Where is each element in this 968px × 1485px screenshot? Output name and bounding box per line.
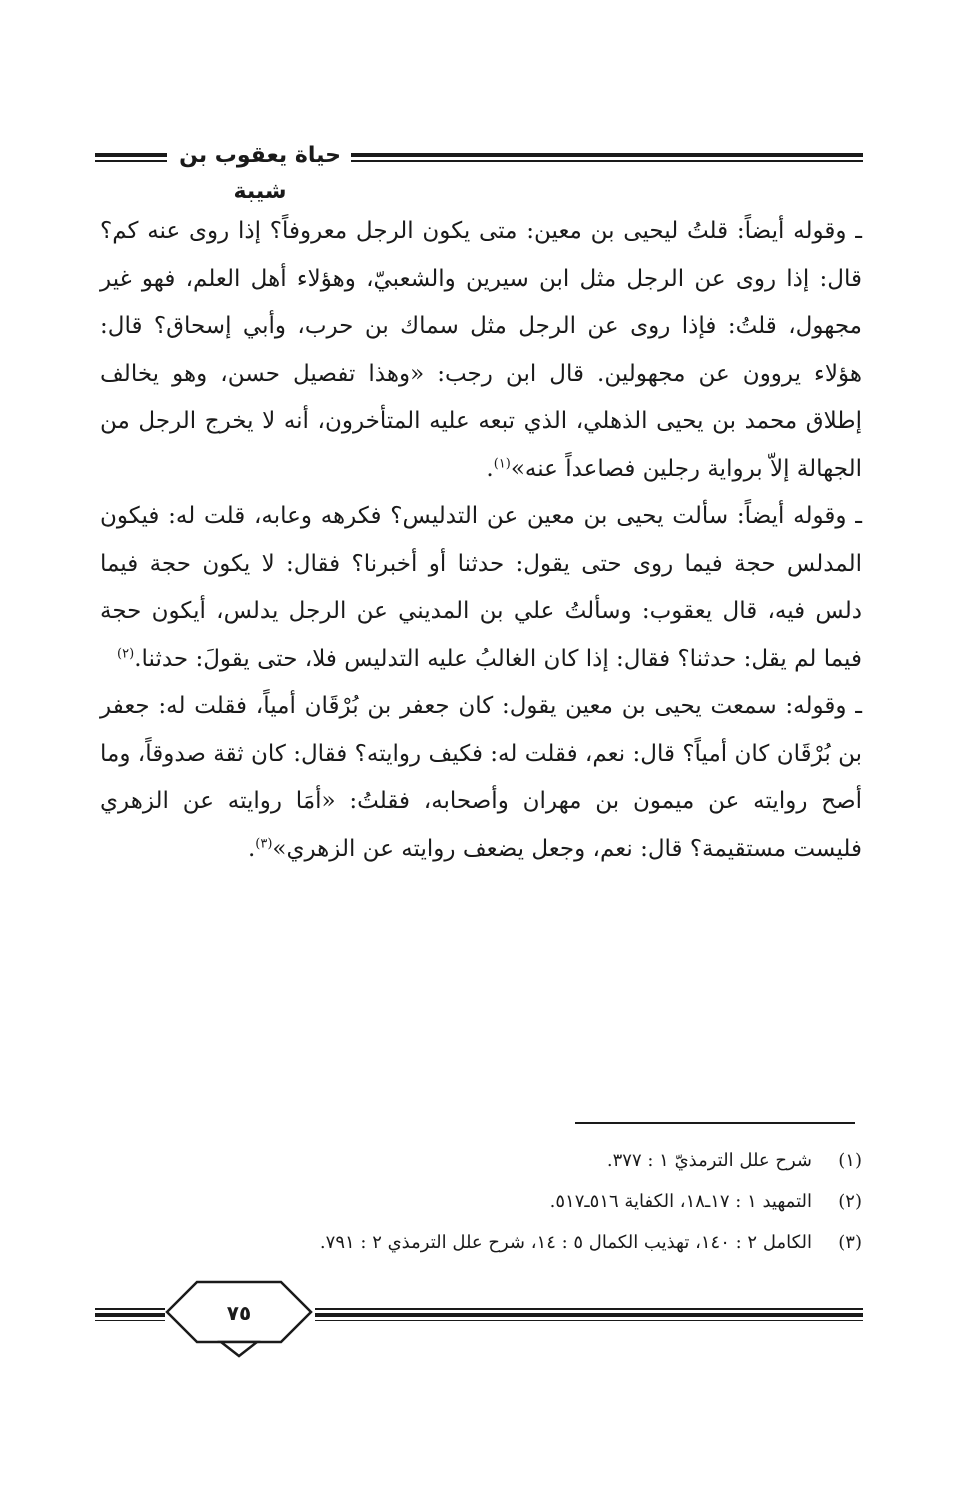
paragraph-2 <box>100 493 862 683</box>
running-header <box>95 138 863 204</box>
paragraph-3-end: . <box>247 835 256 862</box>
header-rule-right <box>351 153 863 162</box>
paragraph-3-text: ـ وقوله: سمعت يحيى بن معين يقول: كان جعفر بن بُرْقَان أمياً، فقلت له: جعفر بن بُرْقَان كان أمياً؟ قال: نعم، فقلت له: فكيف روايته؟ فقال: كان ثقة صدوقاً، وما أصح روايته عن ميمون بن مهران وأصحابه، فقلتُ: «أمَا روايته عن الزهري فليست مستقيمة؟ قال: نعم، وجعل يضعف روايته عن الزهري» <box>100 693 862 862</box>
paragraph-1-text: ـ وقوله أيضاً: قلتُ ليحيى بن معين: متى يكون الرجل معروفاً؟ إذا روى عنه كم؟ قال: إذا روى عن الرجل مثل ابن سيرين والشعبيّ، وهؤلاء أهل العلم، فهو غير مجهول، قلتُ: فإذا روى عن الرجل مثل سماك بن حرب، وأبي إسحاق؟ قال: هؤلاء يروون عن مجهولين. قال ابن رجب: «وهذا تفصيل حسن، وهو يخالف إطلاق محمد بن يحيى الذهلي، الذي تبعه عليه المتأخرون، أنه لا يخرج الرجل من الجهالة إلاّ برواية رجلين فصاعداً عنه» <box>100 218 862 482</box>
footnote-ref-1: (١) <box>493 455 511 471</box>
footnote-text: شرح علل الترمذيّ ١ : ٣٧٧. <box>606 1150 812 1171</box>
page-footer <box>95 1278 863 1358</box>
footnote-ref-2: (٢) <box>117 645 135 661</box>
header-rule-left <box>95 153 167 162</box>
paragraph-3 <box>100 683 862 873</box>
paragraph-1-end: . <box>486 455 494 482</box>
footnote-number: (٢) <box>838 1191 862 1212</box>
footnote-text: الكامل ٢ : ١٤٠، تهذيب الكمال ٥ : ١٤، شرح علل الترمذي ٢ : ٧٩١. <box>319 1232 812 1253</box>
footnote-separator <box>575 1122 855 1124</box>
footer-rule-left <box>95 1308 165 1321</box>
footer-rule-right <box>315 1308 863 1321</box>
footnote-number: (٣) <box>838 1232 862 1253</box>
footnote-3 <box>150 1222 862 1263</box>
footnote-2 <box>150 1181 862 1222</box>
paragraph-1 <box>100 208 862 493</box>
footnote-1 <box>150 1140 862 1181</box>
main-text <box>100 208 862 873</box>
footnotes <box>150 1140 862 1263</box>
paragraph-2-text: ـ وقوله أيضاً: سألت يحيى بن معين عن التدليس؟ فكرهه وعابه، قلت له: فيكون المدلس حجة فيما روى حتى يقول: حدثنا أو أخبرنا؟ فقال: لا يكون حجة فيما دلس فيه، قال يعقوب: وسألتُ علي بن المديني عن الرجل يدلس، أيكون حجة فيما لم يقل: حدثنا؟ فقال: إذا كان الغالبُ عليه التدليس فلا، حتى يقولَ: حدثنا. <box>100 503 862 672</box>
book-title: حياة يعقوب بن شيبة <box>179 143 341 204</box>
footnote-text: التمهيد ١ : ١٧ـ١٨، الكفاية ٥١٦ـ٥١٧. <box>549 1191 812 1212</box>
page-number-badge <box>163 1278 315 1358</box>
page-number: ٧٥ <box>226 1301 252 1325</box>
footnote-ref-3: (٣) <box>255 835 273 851</box>
footnote-number: (١) <box>838 1150 862 1171</box>
